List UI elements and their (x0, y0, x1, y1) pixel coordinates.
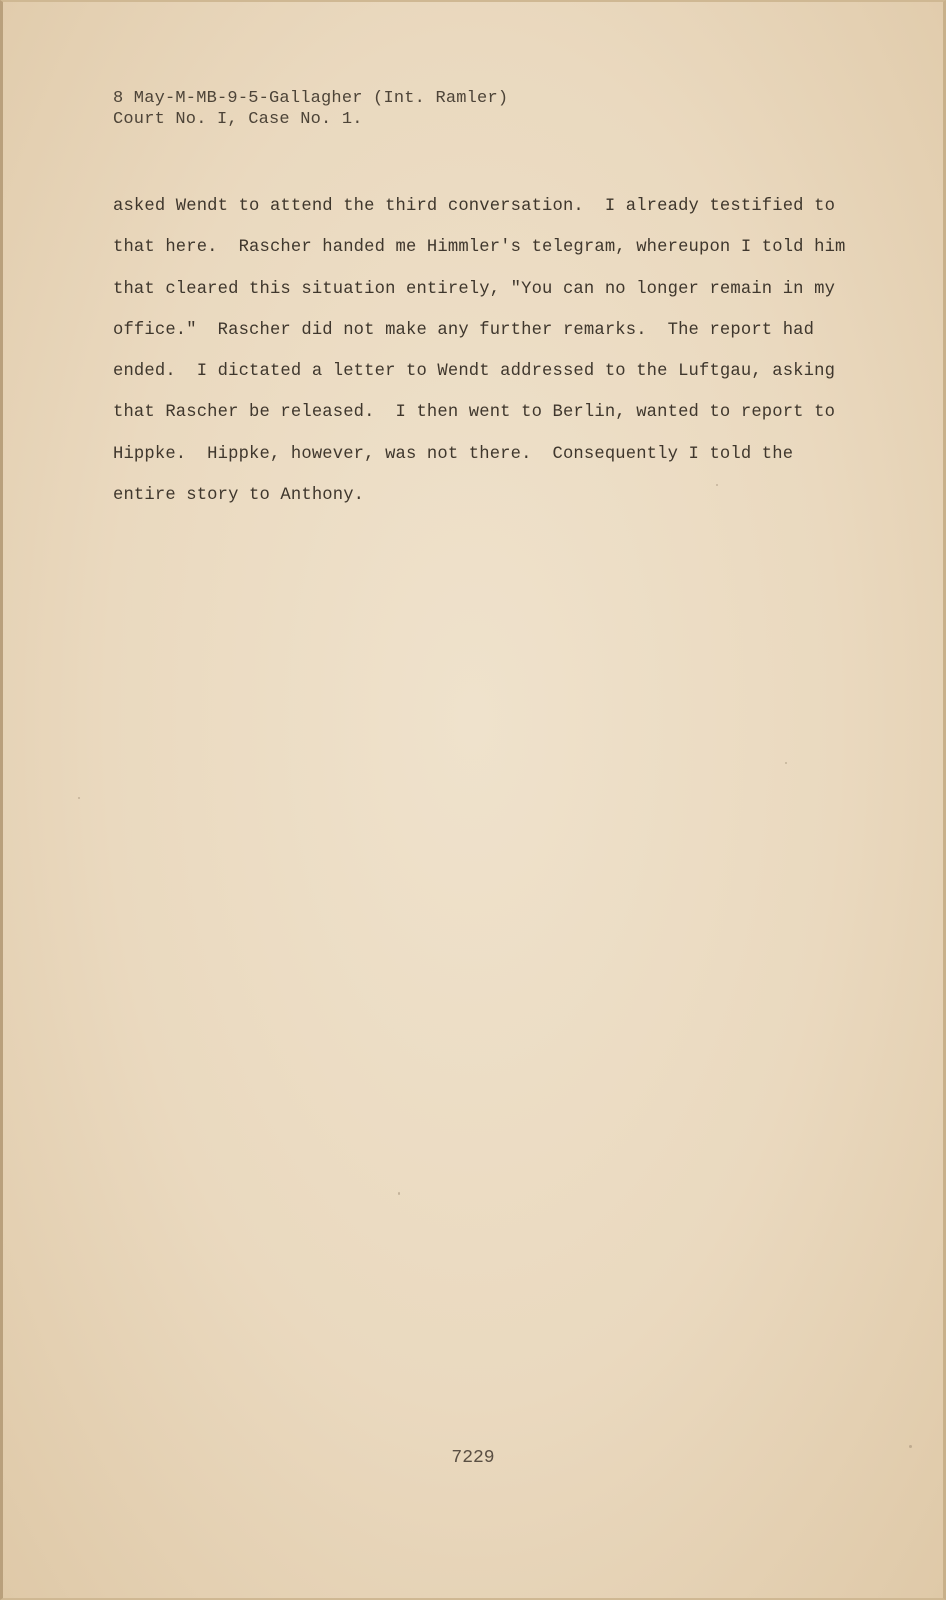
transcript-body (113, 186, 846, 516)
transcript-line: Hippke. Hippke, however, was not there. Consequently I told the (113, 444, 794, 464)
paper-speck (785, 762, 787, 764)
header-court-line: Court No. I, Case No. 1. (113, 110, 363, 129)
transcript-line: ended. I dictated a letter to Wendt addressed to the Luftgau, asking (113, 362, 836, 382)
transcript-line: entire story to Anthony. (113, 486, 365, 506)
paper-speck (716, 484, 718, 486)
paper-speck (909, 1445, 912, 1448)
paper-speck (78, 797, 80, 799)
transcript-line: that cleared this situation entirely, "You can no longer remain in my (113, 279, 836, 299)
transcript-line: that Rascher be released. I then went to Berlin, wanted to report to (113, 403, 836, 423)
transcript-line: that here. Rascher handed me Himmler's telegram, whereupon I told him (113, 238, 846, 258)
paper-speck (398, 1192, 400, 1195)
document-header (113, 88, 508, 130)
page-number: 7229 (451, 1448, 495, 1468)
header-session-line: 8 May-M-MB-9-5-Gallagher (Int. Ramler) (113, 89, 509, 108)
transcript-line: office." Rascher did not make any further remarks. The report had (113, 320, 815, 340)
transcript-line: asked Wendt to attend the third conversation. I already testified to (113, 197, 836, 216)
